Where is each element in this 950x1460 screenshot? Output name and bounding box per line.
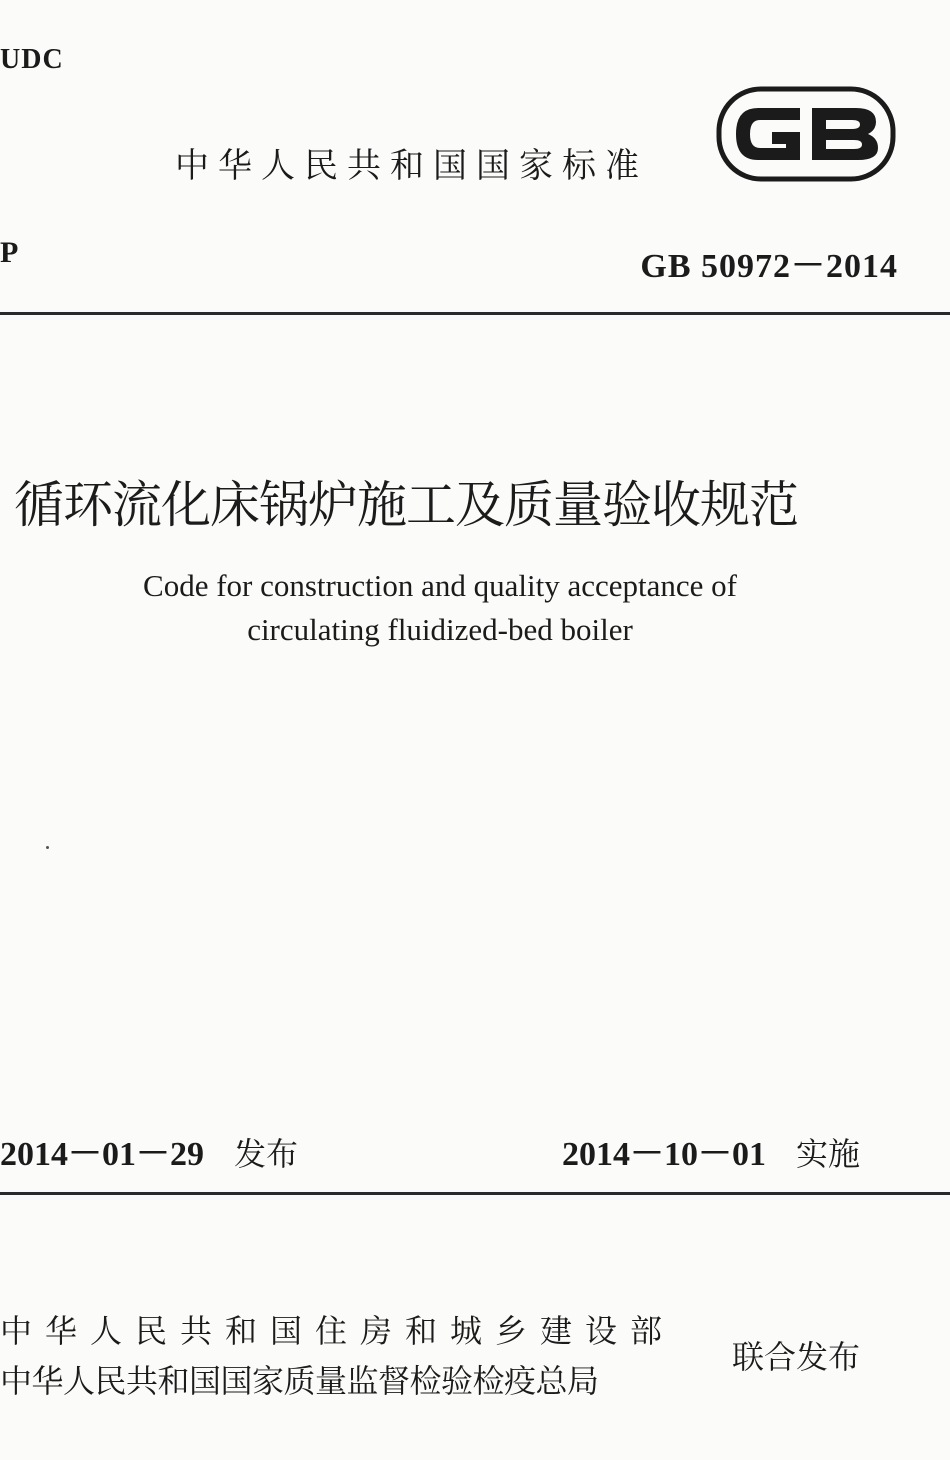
title-english bbox=[0, 564, 880, 652]
title-chinese: 循环流化床锅炉施工及质量验收规范 bbox=[14, 476, 798, 534]
publisher-aqsiq: 中华人民共和国国家质量监督检验检疫总局 bbox=[0, 1362, 599, 1400]
implement-date: 2014－10－01 bbox=[562, 1136, 766, 1173]
issue-date: 2014－01－29 bbox=[0, 1136, 204, 1173]
implement-label: 实施 bbox=[796, 1135, 861, 1173]
top-divider bbox=[0, 312, 950, 315]
issue-date-block bbox=[0, 1126, 298, 1175]
publisher-ministry: 中华人民共和国住房和城乡建设部 bbox=[0, 1312, 676, 1350]
issue-label: 发布 bbox=[234, 1135, 299, 1173]
gb-logo bbox=[716, 86, 896, 182]
national-standard-label: 中华人民共和国国家标准 bbox=[175, 146, 648, 186]
title-english-line1: Code for construction and quality acceptance of bbox=[143, 568, 737, 603]
joint-release-label: 联合发布 bbox=[732, 1338, 861, 1376]
implement-date-block bbox=[562, 1126, 860, 1175]
category-code: P bbox=[0, 236, 19, 269]
standard-number: GB 50972－2014 bbox=[640, 248, 898, 285]
print-speck bbox=[46, 846, 49, 849]
title-english-line2: circulating fluidized-bed boiler bbox=[247, 612, 633, 647]
udc-label: UDC bbox=[0, 44, 64, 75]
bottom-divider bbox=[0, 1192, 950, 1195]
